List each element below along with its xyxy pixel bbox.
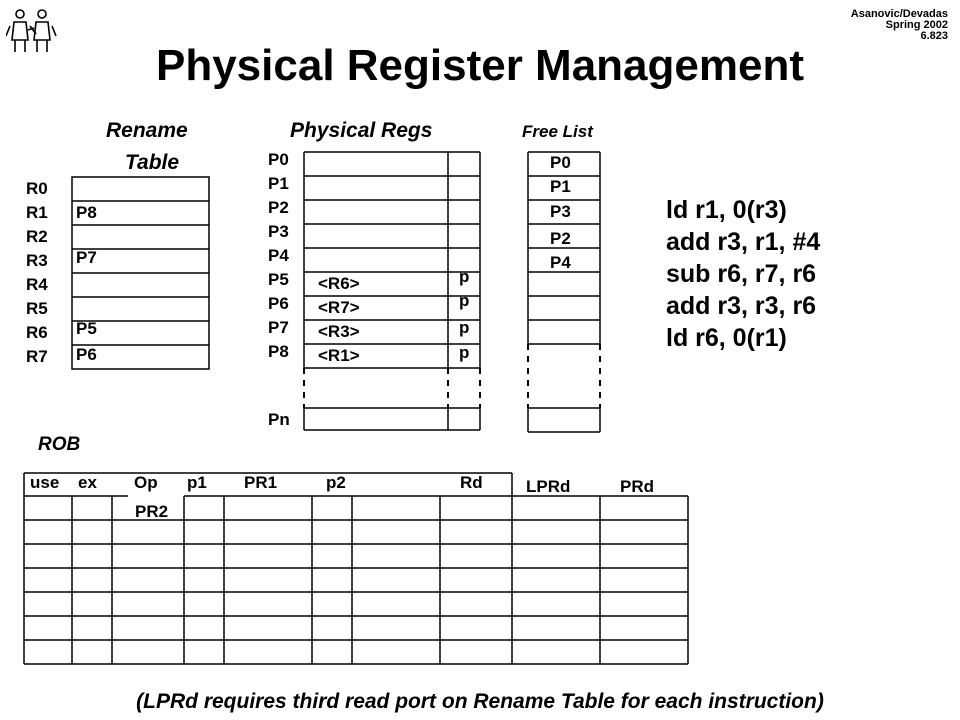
free-list-entry-4: P4 <box>550 253 571 272</box>
arch-reg-r4: R4 <box>26 275 48 294</box>
phys-reg-value-p6: <R7> <box>318 298 360 317</box>
phys-reg-name-p0: P0 <box>268 150 289 169</box>
rob-header-p1: p1 <box>187 473 207 492</box>
page-title: Physical Register Management <box>155 41 804 90</box>
free-list-title: Free List <box>522 122 593 141</box>
rename-entry-r1: P8 <box>76 203 97 222</box>
phys-reg-name-p2: P2 <box>268 198 289 217</box>
arch-reg-r7: R7 <box>26 347 48 366</box>
rob-header-prd: PRd <box>620 477 654 496</box>
phys-reg-value-p5: <R6> <box>318 274 360 293</box>
phys-reg-name-p7: P7 <box>268 318 289 337</box>
free-list-entry-0: P0 <box>550 153 571 172</box>
instruction-4: add r3, r3, r6 <box>666 292 817 320</box>
phys-reg-present-p6: p <box>459 291 470 310</box>
rob-header-lprd: LPRd <box>526 477 571 496</box>
phys-reg-name-p5: P5 <box>268 270 289 289</box>
phys-reg-name-p1: P1 <box>268 174 289 193</box>
arch-reg-r6: R6 <box>26 323 48 342</box>
phys-reg-name-p4: P4 <box>268 246 289 265</box>
phys-reg-present-p5: p <box>459 267 470 286</box>
rename-entry-r3: P7 <box>76 248 97 267</box>
rename-entry-r7: P6 <box>76 345 97 364</box>
rob-header-rd: Rd <box>460 473 483 492</box>
footer-note: (LPRd requires third read port on Rename Table for each instruction) <box>136 690 824 713</box>
rename-table-title-line2: Table <box>125 151 180 174</box>
arch-reg-r3: R3 <box>26 251 48 270</box>
credit-course: 6.823 <box>920 30 948 42</box>
rob-header-pr1: PR1 <box>244 473 278 492</box>
arch-reg-r1: R1 <box>26 203 48 222</box>
phys-reg-value-p7: <R3> <box>318 322 360 341</box>
instruction-list <box>666 194 820 354</box>
rob-header-use: use <box>30 473 60 492</box>
arch-reg-r2: R2 <box>26 227 48 246</box>
arch-reg-r5: R5 <box>26 299 48 318</box>
instruction-2: add r3, r1, #4 <box>666 228 821 256</box>
instruction-1: ld r1, 0(r3) <box>666 196 787 224</box>
rob-header-p2: p2 <box>326 473 346 492</box>
phys-reg-present-p8: p <box>459 343 470 362</box>
credit-term: Spring 2002 <box>885 19 948 31</box>
phys-reg-name-pn: Pn <box>268 410 290 429</box>
physical-regs-title: Physical Regs <box>290 119 433 142</box>
rename-entry-r6: P5 <box>76 319 97 338</box>
rob-header-op: Op <box>134 473 158 492</box>
rob-header-ex: ex <box>78 473 97 492</box>
phys-reg-name-p3: P3 <box>268 222 289 241</box>
phys-reg-name-p8: P8 <box>268 342 289 361</box>
rob-header-pr2: PR2 <box>135 502 169 521</box>
credit-authors: Asanovic/Devadas <box>850 8 948 20</box>
instruction-5: ld r6, 0(r1) <box>666 324 787 352</box>
rename-table-title: Rename <box>106 119 188 142</box>
free-list-entry-1: P1 <box>550 177 571 196</box>
phys-reg-name-p6: P6 <box>268 294 289 313</box>
free-list-entry-3: P2 <box>550 229 571 248</box>
phys-reg-present-p7: p <box>459 318 470 337</box>
arch-reg-r0: R0 <box>26 179 48 198</box>
instruction-3: sub r6, r7, r6 <box>666 260 817 288</box>
rob-title: ROB <box>38 434 81 455</box>
phys-reg-value-p8: <R1> <box>318 346 360 365</box>
free-list-entry-2: P3 <box>550 202 571 221</box>
